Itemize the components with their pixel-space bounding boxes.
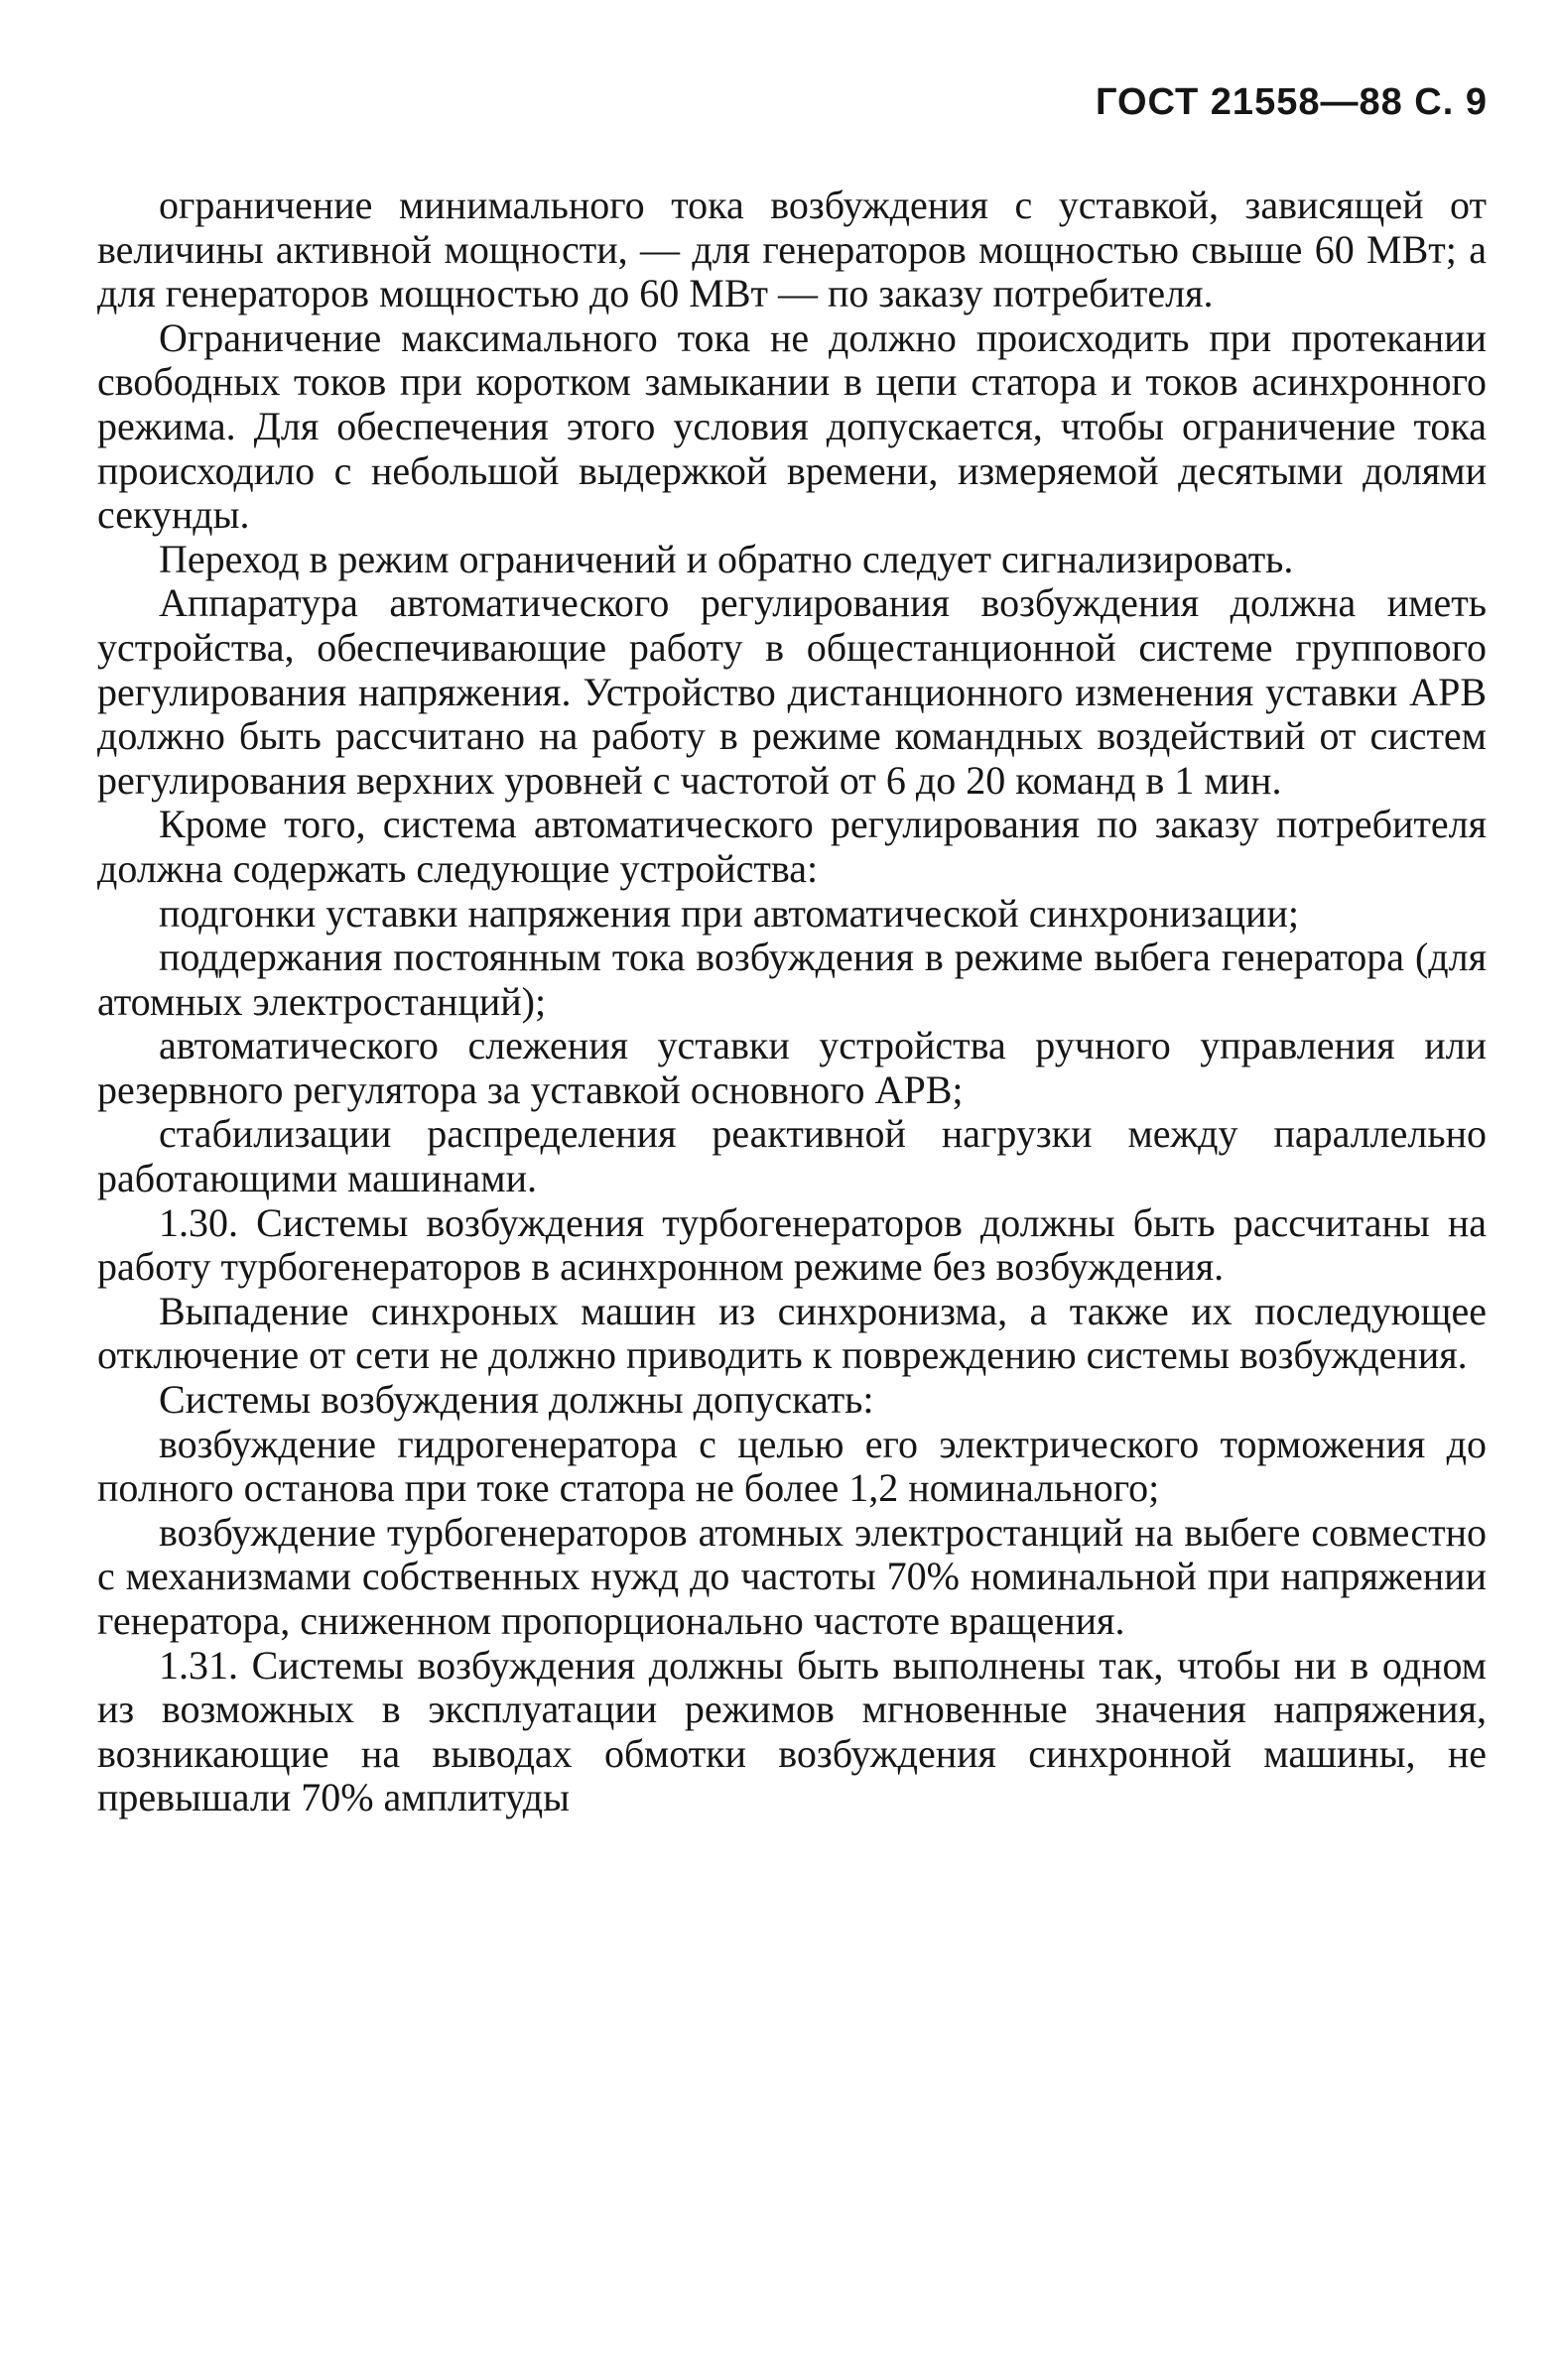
list-item: поддержания постоянным тока возбуждения в режиме выбега генератора (для атомных электростанций); xyxy=(97,935,1487,1024)
body-text xyxy=(97,184,1487,1820)
paragraph: Ограничение максимального тока не должно происходить при протекании свободных токов при коротком замыкании в цепи статора и токов асинхронного режима. Для обеспечения этого условия допускается, чтобы ограничение тока происходило с небольшой выдержкой времени, измеряемой десятыми долями секунды. xyxy=(97,314,1487,538)
list-item: возбуждение турбогенераторов атомных электростанций на выбеге совместно с механизмами собственных нужд до частоты 70% номинальной при напряжении генератора, сниженном пропорционально частоте вращения. xyxy=(97,1509,1487,1643)
paragraph: Выпадение синхроных машин из синхронизма, а также их последующее отключение от сети не должно приводить к повреждению системы возбуждения. xyxy=(97,1288,1487,1378)
list-item: возбуждение гидрогенератора с целью его электрического торможения до полного останова при токе статора не более 1,2 номинального; xyxy=(97,1421,1487,1511)
paragraph: Системы возбуждения должны допускать: xyxy=(159,1377,874,1423)
paragraph: Аппаратура автоматического регулирования возбуждения должна иметь устройства, обеспечивающие работу в общестанционной системе группового регулирования напряжения. Устройство дистанционного изменения уставки АРВ должно быть рассчитано на работу в режиме командных воздействий от систем регулирования верхних уровней с частотой от 6 до 20 команд в 1 мин. xyxy=(97,580,1487,803)
list-item: подгонки уставки напряжения при автоматической синхронизации; xyxy=(159,890,1299,936)
list-item: автоматического слежения уставки устройства ручного управления или резервного регулятора за уставкой основного АРВ; xyxy=(97,1023,1487,1112)
clause-1-31: 1.31. Системы возбуждения должны быть выполнены так, чтобы ни в одном из возможных в эксплуатации режимов мгновенные значения напряжения, возникающие на выводах обмотки возбуждения синхронной машины, не превышали 70% амплитуды xyxy=(97,1642,1487,1820)
paragraph: Переход в режим ограничений и обратно следует сигнализировать. xyxy=(159,536,1294,581)
paragraph: ограничение минимального тока возбуждения с уставкой, зависящей от величины активной мощности, — для генераторов мощностью свыше 60 МВт; а для генераторов мощностью до 60 МВт — по заказу потребителя. xyxy=(97,183,1487,316)
running-header: ГОСТ 21558—88 С. 9 xyxy=(1095,81,1488,123)
clause-1-30: 1.30. Системы возбуждения турбогенераторов должны быть рассчитаны на работу турбогенераторов в асинхронном режиме без возбуждения. xyxy=(97,1199,1487,1290)
paragraph: Кроме того, система автоматического регулирования по заказу потребителя должна содержать следующие устройства: xyxy=(97,802,1487,891)
list-item: стабилизации распределения реактивной нагрузки между параллельно работающими машинами. xyxy=(97,1111,1487,1201)
